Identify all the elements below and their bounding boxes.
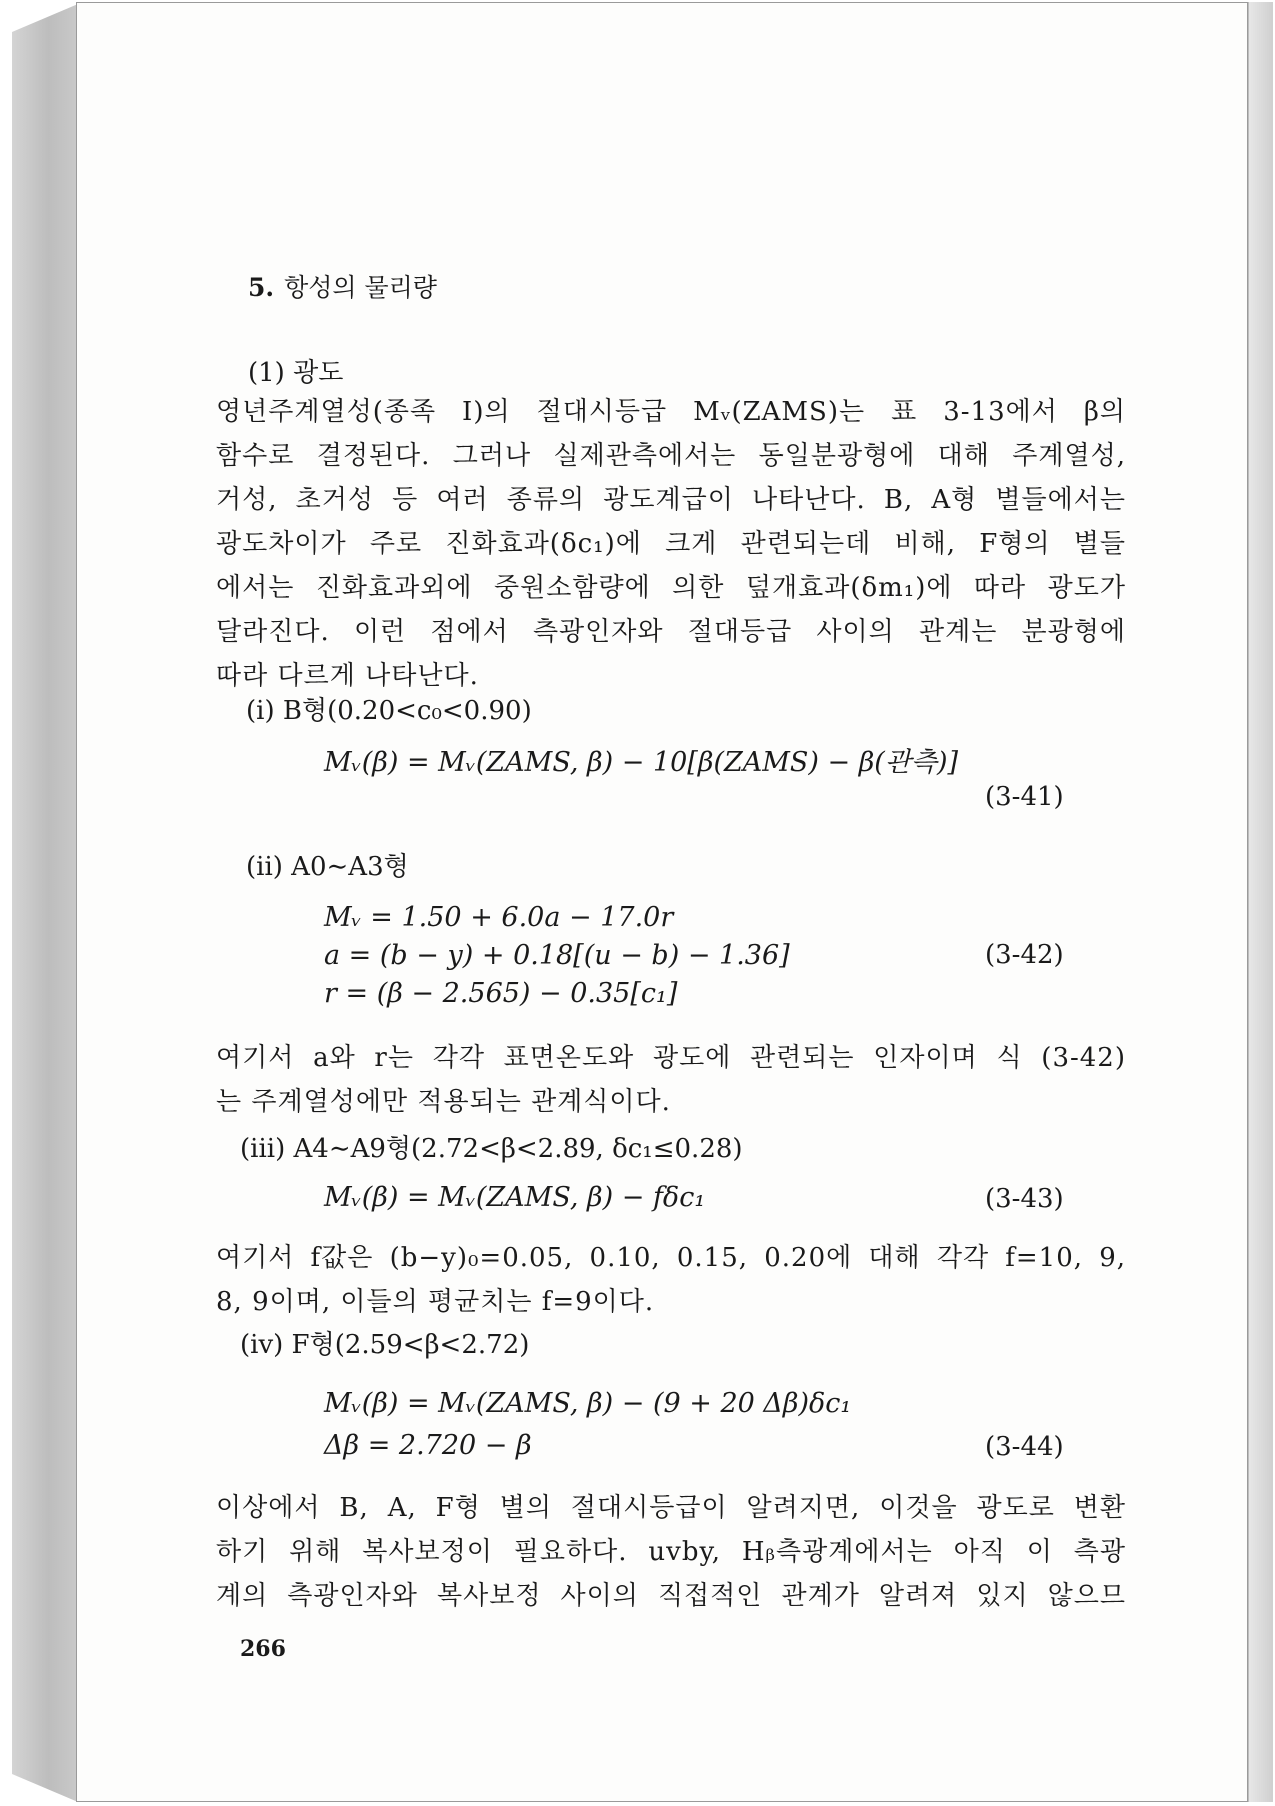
case-a0-a3-label: (ii) A0∼A3형 [246,852,409,882]
text-line: 따라 다르게 나타난다. [216,661,479,691]
text-line: 여기서 a와 r는 각각 표면온도와 광도에 관련되는 인자이며 식 (3-42) [216,1043,1126,1073]
case-f-type-label: (iv) F형(2.59<β<2.72) [240,1330,530,1360]
paragraph-f-values [216,1236,1126,1324]
equation-number-3-44: (3-44) [985,1432,1064,1462]
section-title [248,268,437,304]
section-number: 5. [248,273,275,302]
equation-3-42-line1: Mᵥ = 1.50 + 6.0a − 17.0r [324,902,674,933]
equation-3-44-line2: Δβ = 2.720 − β [324,1430,532,1461]
equation-3-41: Mᵥ(β) = Mᵥ(ZAMS, β) − 10[β(ZAMS) − β(관측)] [324,747,959,778]
text-line: 이상에서 B, A, F형 별의 절대시등급이 알려지면, 이것을 광도로 변환 [216,1493,1126,1523]
paragraph-a-r-explanation [216,1036,1126,1124]
text-line: 달라진다. 이런 점에서 측광인자와 절대등급 사이의 관계는 분광형에 [216,617,1126,647]
section-title-text: 항성의 물리량 [284,273,437,302]
text-line: 영년주계열성(종족 I)의 절대시등급 Mᵥ(ZAMS)는 표 3-13에서 β의 [216,397,1126,427]
paragraph-bolometric-correction [216,1486,1126,1618]
equation-number-3-43: (3-43) [985,1184,1064,1214]
equation-number-3-42: (3-42) [985,940,1064,970]
text-line: 거성, 초거성 등 여러 종류의 광도계급이 나타난다. B, A형 별들에서는 [216,485,1126,515]
text-line: 계의 측광인자와 복사보정 사이의 직접적인 관계가 알려져 있지 않으므 [216,1581,1126,1611]
paragraph-luminosity-intro [216,390,1126,698]
case-a4-a9-label: (iii) A4∼A9형(2.72<β<2.89, δc₁≤0.28) [240,1134,743,1164]
case-b-type-label: (i) B형(0.20<c₀<0.90) [246,696,532,726]
subsection-heading: (1) 광도 [248,358,344,388]
text-line: 광도차이가 주로 진화효과(δc₁)에 크게 관련되는데 비해, F형의 별들 [216,529,1126,559]
text-line: 하기 위해 복사보정이 필요하다. uvby, Hᵦ측광계에서는 아직 이 측광 [216,1537,1126,1567]
text-line: 여기서 f값은 (b−y)₀=0.05, 0.10, 0.15, 0.20에 대해 각각 f=10, 9, [216,1243,1126,1273]
page-number: 266 [240,1636,286,1662]
text-line: 는 주계열성에만 적용되는 관계식이다. [216,1087,671,1117]
text-line: 에서는 진화효과외에 중원소함량에 의한 덮개효과(δm₁)에 따라 광도가 [216,573,1126,603]
equation-3-42-line2: a = (b − y) + 0.18[(u − b) − 1.36] [324,940,790,971]
book-spine [12,4,78,1802]
page-edge [1248,2,1273,1802]
equation-3-43: Mᵥ(β) = Mᵥ(ZAMS, β) − fδc₁ [324,1182,706,1213]
equation-number-3-41: (3-41) [985,782,1064,812]
equation-3-44-line1: Mᵥ(β) = Mᵥ(ZAMS, β) − (9 + 20 Δβ)δc₁ [324,1388,852,1419]
text-line: 8, 9이며, 이들의 평균치는 f=9이다. [216,1287,655,1317]
text-line: 함수로 결정된다. 그러나 실제관측에서는 동일분광형에 대해 주계열성, [216,441,1126,471]
equation-3-42-line3: r = (β − 2.565) − 0.35[c₁] [324,978,678,1009]
